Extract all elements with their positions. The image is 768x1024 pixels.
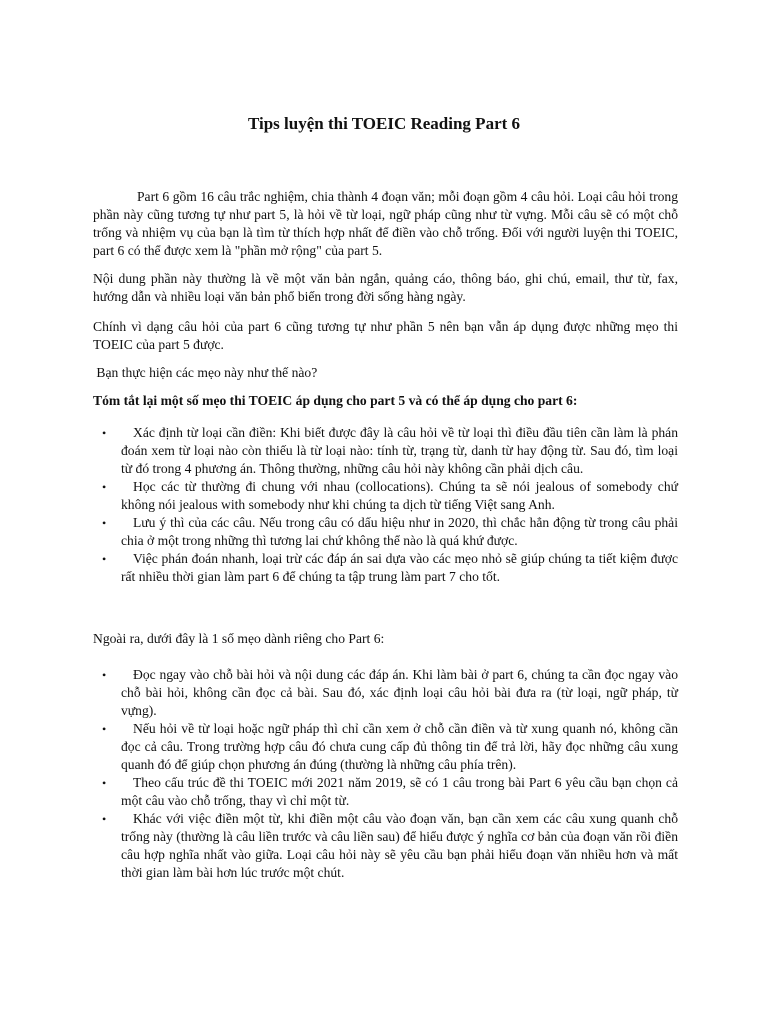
list-item	[93, 550, 678, 586]
tip-text: Theo cấu trúc đề thi TOEIC mới 2021 năm 2019, sẽ có 1 câu trong bài Part 6 yêu cầu bạn chọn cả một câu vào chỗ trống, thay vì chỉ một từ.	[121, 775, 678, 808]
intro-paragraph: Nội dung phần này thường là về một văn bản ngắn, quảng cáo, thông báo, ghi chú, email, thư từ, fax, hướng dẫn và nhiều loại văn bản phổ biến trong đời sống hàng ngày.	[93, 271, 678, 304]
bullet-icon: •	[102, 552, 107, 566]
part6-intro: Ngoài ra, dưới đây là 1 số mẹo dành riêng cho Part 6:	[93, 631, 385, 646]
bullet-icon: •	[102, 516, 107, 530]
bullet-icon: •	[102, 668, 107, 682]
part6-tips-list	[93, 666, 678, 882]
intro-paragraph: Chính vì dạng câu hỏi của part 6 cũng tương tự như phần 5 nên bạn vẫn áp dụng được những mẹo thi TOEIC của part 5 được.	[93, 319, 678, 352]
tip-text: Nếu hỏi về từ loại hoặc ngữ pháp thì chỉ cần xem ở chỗ cần điền và từ xung quanh nó, không cần đọc cả câu. Trong trường hợp câu đó chưa cung cấp đủ thông tin để trả lời, hãy đọc những câu xung quanh đó để giúp chọn phương án đúng (thường là những câu phía trên).	[121, 721, 678, 772]
document-body	[93, 188, 678, 882]
summary-heading: Tóm tắt lại một số mẹo thi TOEIC áp dụng cho part 5 và có thể áp dụng cho part 6:	[93, 393, 578, 408]
tip-text: Học các từ thường đi chung với nhau (collocations). Chúng ta sẽ nói jealous of somebody chứ không nói jealous with somebody như khi chúng ta dịch từ tiếng Việt sang Anh.	[121, 479, 678, 512]
bullet-icon: •	[102, 480, 107, 494]
tip-text: Xác định từ loại cần điền: Khi biết được đây là câu hỏi về từ loại thì điều đầu tiên cần làm là phán đoán xem từ loại nào còn thiếu là từ loại nào: tính từ, trạng từ, danh từ hay động từ. Sau đó, tìm loại từ đó trong 4 phương án. Thông thường, những câu hỏi này không cần phải dịch câu.	[121, 425, 678, 476]
tip-text: Khác với việc điền một từ, khi điền một câu vào đoạn văn, bạn cần xem các câu xung quanh chỗ trống này (thường là câu liền trước và câu liền sau) để hiểu được ý nghĩa cơ bản của đoạn văn rồi điền câu hợp nghĩa nhất vào giữa. Loại câu hỏi này sẽ yêu cầu bạn phải hiểu đoạn văn nhiều hơn và mất thời gian làm bài hơn lúc trước một chút.	[121, 811, 678, 880]
bullet-icon: •	[102, 812, 107, 826]
list-item	[93, 514, 678, 550]
tip-text: Đọc ngay vào chỗ bài hỏi và nội dung các đáp án. Khi làm bài ở part 6, chúng ta cần đọc ngay vào chỗ bài hỏi, không cần đọc cả bài. Sau đó, xác định loại câu hỏi bài đưa ra (từ loại, ngữ pháp, từ vựng).	[121, 667, 678, 718]
part5-tips-list	[93, 424, 678, 586]
list-item	[93, 774, 678, 810]
question-line: Bạn thực hiện các mẹo này như thế nào?	[93, 365, 318, 380]
bullet-icon: •	[102, 426, 107, 440]
intro-paragraph: Part 6 gồm 16 câu trắc nghiệm, chia thành 4 đoạn văn; mỗi đoạn gồm 4 câu hỏi. Loại câu hỏi trong phần này cũng tương tự như part 5, là hỏi về từ loại, ngữ pháp cũng như từ vựng. Mỗi câu sẽ có một chỗ trống và nhiệm vụ của bạn là tìm từ thích hợp nhất để điền vào chỗ trống. Đối với người luyện thi TOEIC, part 6 có thể được xem là "phần mở rộng" của part 5.	[93, 189, 678, 258]
list-item	[93, 478, 678, 514]
list-item	[93, 720, 678, 774]
tip-text: Lưu ý thì của các câu. Nếu trong câu có dấu hiệu như in 2020, thì chắc hẳn động từ trong câu phải chia ở một trong những thì tương lai chứ không thể nào là quá khứ được.	[121, 515, 678, 548]
list-item	[93, 810, 678, 882]
document-title: Tips luyện thi TOEIC Reading Part 6	[247, 114, 521, 133]
bullet-icon: •	[102, 776, 107, 790]
list-item	[93, 424, 678, 478]
tip-text: Việc phán đoán nhanh, loại trừ các đáp án sai dựa vào các mẹo nhỏ sẽ giúp chúng ta tiết kiệm được rất nhiều thời gian làm part 6 để chúng ta tập trung làm part 7 cho tốt.	[121, 551, 678, 584]
bullet-icon: •	[102, 722, 107, 736]
list-item	[93, 666, 678, 720]
